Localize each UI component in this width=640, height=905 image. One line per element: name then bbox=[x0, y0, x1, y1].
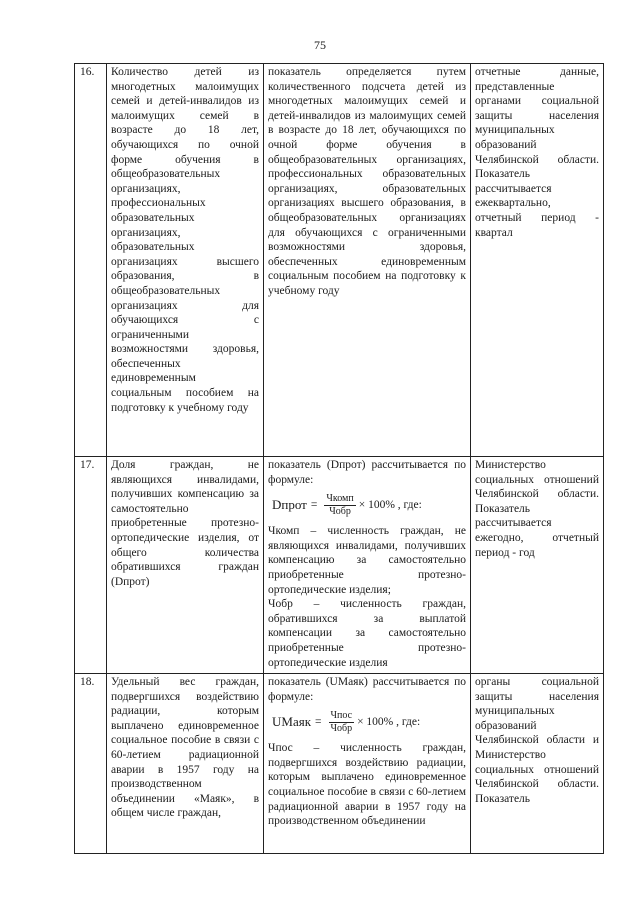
row-number: 16. bbox=[75, 64, 107, 457]
indicator-name: Доля граждан, не являющихся инвалидами, получивших компенсацию за самостоятельно приобретенные протезно-ортопедические изделия, от общего количества обратившихся граждан (Dпрот) bbox=[107, 457, 264, 674]
formula-fraction bbox=[324, 493, 355, 518]
indicator-name: Количество детей из многодетных малоимущих семей и детей-инвалидов из малоимущих семей в возрасте до 18 лет, обучающихся по очной форме обучения в общеобразовательных организациях, профессиональных образовательных организациях, образовательных организациях высшего образования, в общеобразовательных организациях для обучающихся с ограниченными возможностями здоровья, обеспеченных единовременным социальным пособием на подготовку к учебному году bbox=[107, 64, 264, 457]
formula-lhs: Dпрот bbox=[272, 497, 307, 513]
formula-eq: = bbox=[315, 716, 322, 729]
definition-1: Чкомп – численность граждан, не являющихся инвалидами, получивших компенсацию за самостоятельно приобретенные протезно-ортопедические изделия; bbox=[268, 525, 466, 596]
method-intro: показатель (UМаяк) рассчитывается по формуле: bbox=[268, 676, 466, 703]
formula bbox=[272, 710, 466, 735]
calculation-method bbox=[264, 457, 471, 674]
formula-denominator: Чобр bbox=[329, 506, 351, 518]
data-source: отчетные данные, представленные органами социальной защиты населения муниципальных образований Челябинской области. Показатель рассчитывается ежеквартально, отчетный период - квартал bbox=[471, 64, 604, 457]
row-number: 18. bbox=[75, 674, 107, 854]
data-source: Министерство социальных отношений Челябинской области. Показатель рассчитывается ежегодно, отчетный период - год bbox=[471, 457, 604, 674]
formula-lhs: UМаяк bbox=[272, 714, 312, 730]
calculation-method bbox=[264, 674, 471, 854]
formula bbox=[272, 493, 466, 518]
formula-numerator: Чпос bbox=[330, 710, 353, 722]
formula-fraction bbox=[329, 710, 355, 735]
table-row bbox=[75, 64, 604, 457]
definition-1: Чпос – численность граждан, подвергшихся воздействию радиации, которым выплачено единовременное социальное пособие в связи с 60-летием радиационной аварии в 1957 году на производственном объединении bbox=[268, 742, 466, 828]
calculation-method: показатель определяется путем количественного подсчета детей из многодетных малоимущих семей и детей-инвалидов из малоимущих семей в возрасте до 18 лет, обучающихся по очной форме обучения в общеобразовательных организациях, профессиональных образовательных организациях, образовательных организациях высшего образования, в общеобразовательных организациях для обучающихся с ограниченными возможностями здоровья, обеспеченных единовременным социальным пособием на подготовку к учебному году bbox=[264, 64, 471, 457]
formula-eq: = bbox=[310, 499, 318, 512]
table-row bbox=[75, 674, 604, 854]
indicator-name: Удельный вес граждан, подвергшихся воздействию радиации, которым выплачено единовременное социальное пособие в связи с 60-летием радиационной аварии в 1957 году на производственном объединении «Маяк», в общем числе граждан, bbox=[107, 674, 264, 854]
data-source: органы социальной защиты населения муниципальных образований Челябинской области и Министерство социальных отношений Челябинской области. Показатель bbox=[471, 674, 604, 854]
formula-rest: × 100% , где: bbox=[358, 499, 422, 512]
page-number: 75 bbox=[314, 38, 326, 52]
table-row bbox=[75, 457, 604, 674]
formula-numerator: Чкомп bbox=[326, 493, 354, 505]
formula-rest: × 100% , где: bbox=[357, 716, 421, 729]
indicators-table bbox=[74, 63, 604, 854]
formula-denominator: Чобр bbox=[330, 723, 353, 735]
definition-2: Чобр – численность граждан, обратившихся за выплатой компенсации за самостоятельно приобретенные протезно-ортопедические изделия bbox=[268, 598, 466, 669]
row-number: 17. bbox=[75, 457, 107, 674]
method-intro: показатель (Dпрот) рассчитывается по формуле: bbox=[268, 459, 466, 486]
